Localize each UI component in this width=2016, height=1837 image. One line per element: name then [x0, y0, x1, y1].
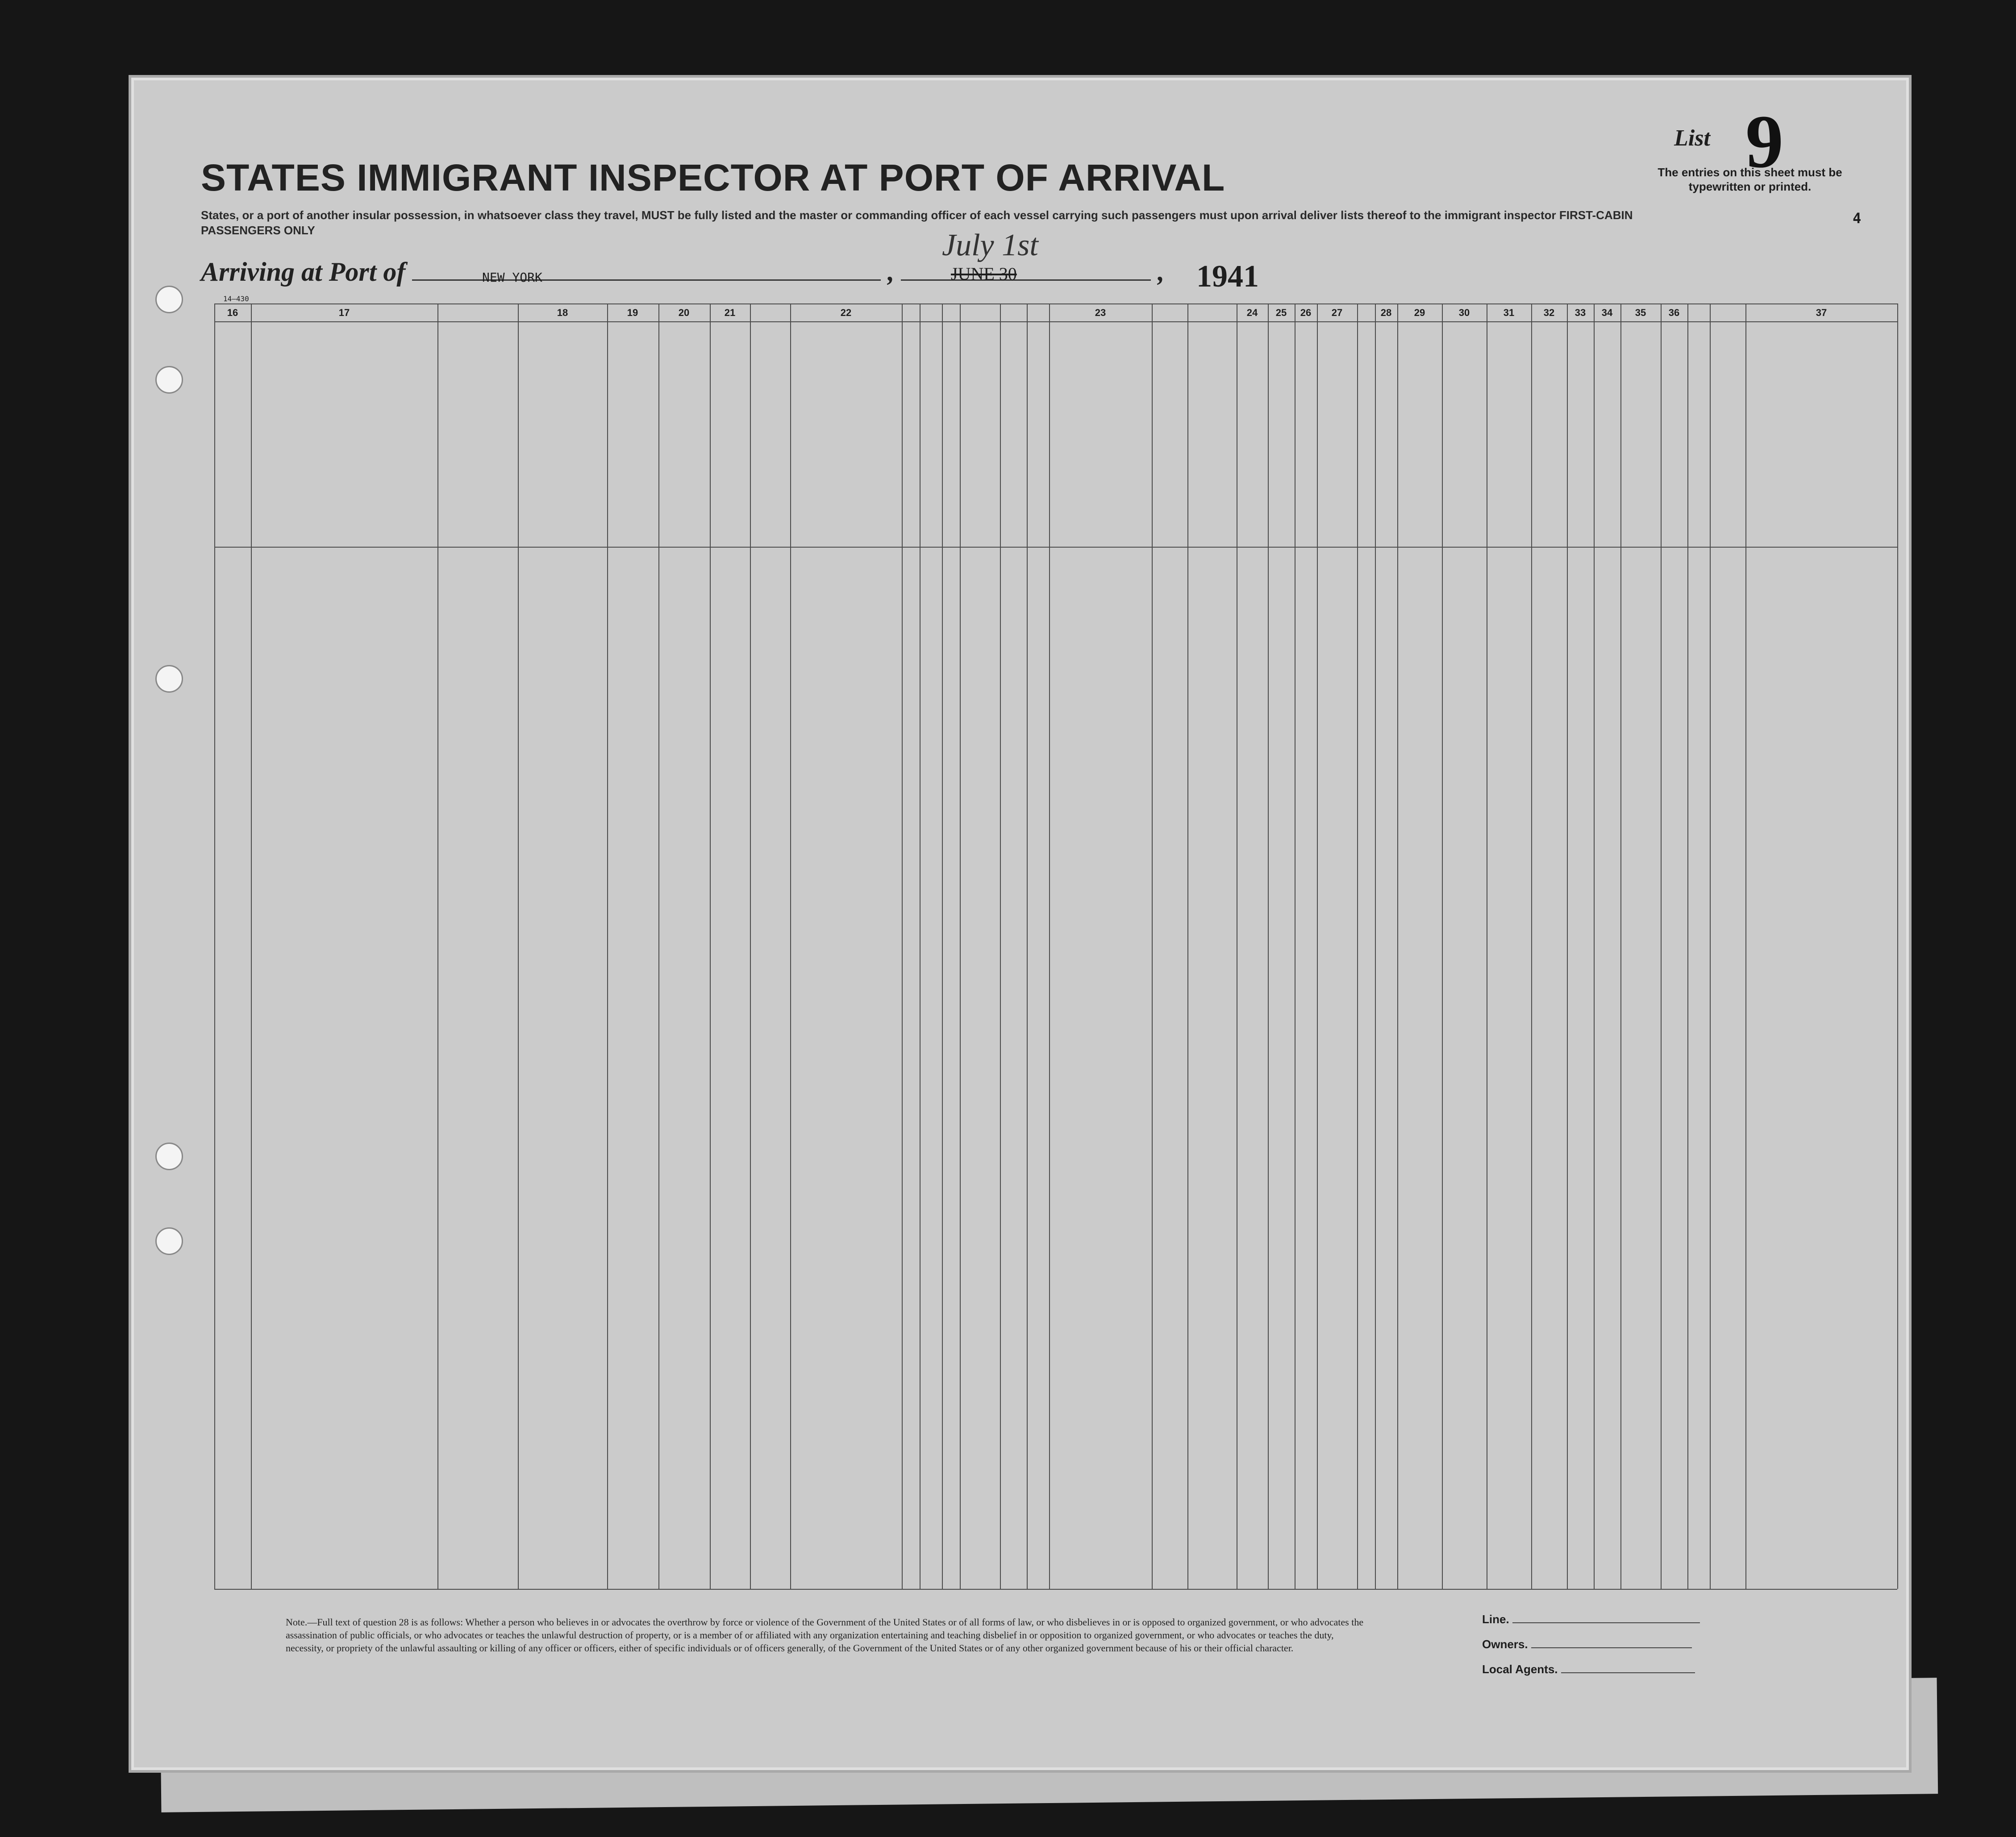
- column-rule: [1687, 303, 1688, 1589]
- column-rule: [902, 303, 903, 1589]
- column-number: 36: [1668, 307, 1680, 318]
- column-rule: [1152, 303, 1153, 1589]
- column-number: 19: [627, 307, 638, 318]
- punch-hole: [155, 1227, 183, 1255]
- manifest-table: [214, 303, 1897, 1589]
- column-number: 35: [1635, 307, 1646, 318]
- page-title: STATES IMMIGRANT INSPECTOR AT PORT OF ARRIVAL: [201, 157, 1225, 199]
- footer-line-label: Line: [1482, 1613, 1506, 1626]
- column-rule: [1397, 303, 1398, 1589]
- column-rule: [942, 303, 943, 1589]
- column-number: 17: [338, 307, 350, 318]
- column-rule: [1442, 303, 1443, 1589]
- list-label: List: [1674, 125, 1710, 151]
- column-rule: [607, 303, 608, 1589]
- header-rule: [214, 303, 1897, 304]
- column-number: 34: [1601, 307, 1613, 318]
- list-number: 9: [1745, 100, 1783, 183]
- manifest-sheet: [134, 80, 1906, 1767]
- column-number: 23: [1095, 307, 1106, 318]
- port-name: NEW YORK: [482, 270, 542, 285]
- date-handwritten: July 1st: [942, 228, 1038, 262]
- page-number: 4: [1853, 210, 1862, 227]
- footnote: Note.—Full text of question 28 is as follows: Whether a person who believes in or advocates the overthrow by force or violence of the Government of the United States or of all forms of law, or who disbelieves in or is opposed to organized government, or who advocates the assassination of public officials, or who advocates or teaches the unlawful destruction of property, or is a member of or affiliated with any organization entertaining and teaching disbelief in or opposition to organized government, or who advocates or teaches the duty, necessity, or propriety of the unlawful assaulting or killing of any officer or officers, either of specific individuals or of officers generally, of the Government of the United States or of any other organized government because of his or their official character.: [286, 1617, 1364, 1654]
- column-rule: [1745, 303, 1746, 1589]
- footer-agents-label: Local Agents: [1482, 1662, 1555, 1676]
- column-number: 29: [1414, 307, 1425, 318]
- column-number: 31: [1503, 307, 1515, 318]
- column-number: 21: [724, 307, 736, 318]
- list-note: The entries on this sheet must be typewritten or printed.: [1658, 166, 1842, 193]
- column-rule: [1049, 303, 1050, 1589]
- column-number: 24: [1246, 307, 1258, 318]
- column-rule: [1375, 303, 1376, 1589]
- column-rule: [790, 303, 791, 1589]
- column-rule: [214, 303, 215, 1589]
- column-rule: [1357, 303, 1358, 1589]
- column-number: 20: [678, 307, 690, 318]
- column-rule: [710, 303, 711, 1589]
- column-rule: [1268, 303, 1269, 1589]
- column-number: 18: [557, 307, 568, 318]
- column-number: 37: [1816, 307, 1827, 318]
- header-note: States, or a port of another insular possession, in whatsoever class they travel, MUST be fully listed and the master or commanding officer of each vessel carrying such passengers must upon arrival deliver lists thereof to the immigrant inspector FIRST-CABIN PASSENGERS ONLY: [201, 208, 1633, 237]
- arriving-line: Arriving at Port of , ,: [201, 257, 1165, 287]
- column-rule: [750, 303, 751, 1589]
- footer-owners-label: Owners: [1482, 1638, 1525, 1651]
- column-rule: [960, 303, 961, 1589]
- footer-labels: Line. Owners. Local Agents.: [1482, 1607, 1700, 1682]
- column-rule: [1187, 303, 1188, 1589]
- column-number: 28: [1380, 307, 1392, 318]
- column-rule: [1620, 303, 1621, 1589]
- column-number: 32: [1543, 307, 1555, 318]
- punch-hole: [155, 1143, 183, 1170]
- column-rule: [251, 303, 252, 1589]
- column-rule: [658, 303, 659, 1589]
- punch-hole: [155, 366, 183, 394]
- column-rule: [1531, 303, 1532, 1589]
- column-rule: [1027, 303, 1028, 1589]
- header-rule: [214, 321, 1897, 322]
- arriving-label: Arriving at Port of: [201, 257, 406, 287]
- column-rule: [1710, 303, 1711, 1589]
- column-number: 16: [227, 307, 238, 318]
- header-rule: [214, 1589, 1897, 1590]
- form-code: 14—430: [223, 295, 249, 303]
- column-number: 25: [1275, 307, 1287, 318]
- column-rule: [920, 303, 921, 1589]
- column-rule: [1567, 303, 1568, 1589]
- column-rule: [1594, 303, 1595, 1589]
- punch-hole: [155, 665, 183, 693]
- column-number: 27: [1331, 307, 1343, 318]
- column-rule: [1000, 303, 1001, 1589]
- column-number: 30: [1458, 307, 1470, 318]
- date-struck: JUNE 30: [951, 264, 1017, 284]
- column-rule: [1661, 303, 1662, 1589]
- column-rule: [437, 303, 438, 1589]
- header-rule: [214, 547, 1897, 548]
- column-rule: [1317, 303, 1318, 1589]
- column-number: 33: [1574, 307, 1586, 318]
- year: 1941: [1196, 259, 1259, 294]
- column-number: 26: [1300, 307, 1312, 318]
- column-rule: [518, 303, 519, 1589]
- column-number: 22: [840, 307, 852, 318]
- punch-hole: [155, 286, 183, 313]
- column-rule: [1897, 303, 1898, 1589]
